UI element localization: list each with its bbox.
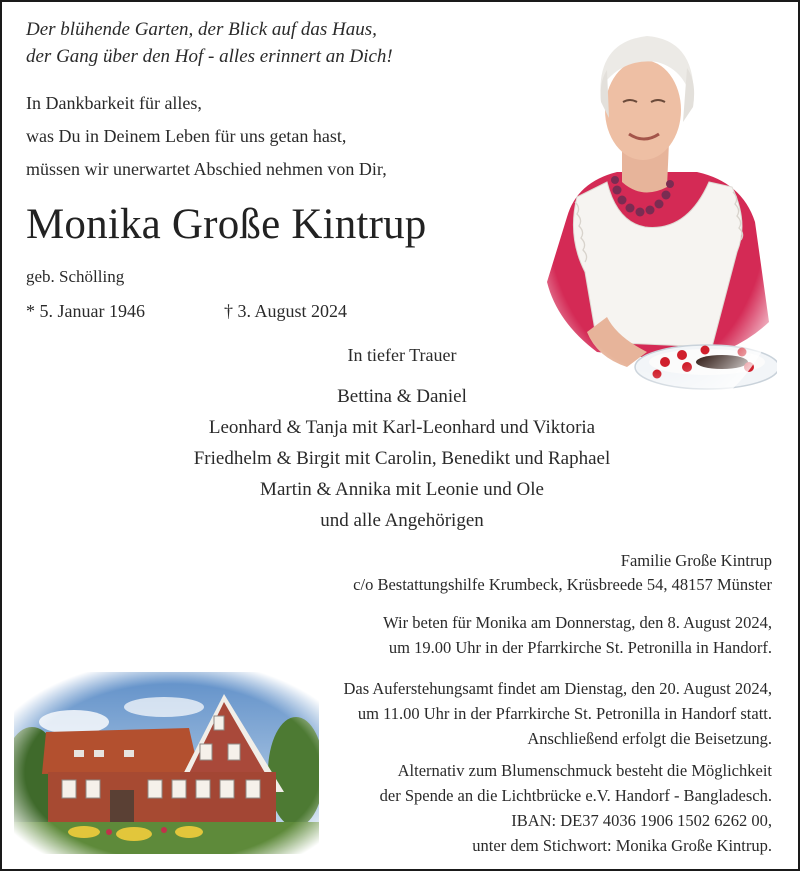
quote-line-2: der Gang über den Hof - alles erinnert an Dich! [26,46,393,67]
mourner-line: und alle Angehörigen [320,510,484,531]
prayer-line-1: Wir beten für Monika am Donnerstag, den 8. August 2024, [383,613,772,632]
birth-date: * 5. Januar 1946 [26,301,145,321]
service-line-2: um 11.00 Uhr in der Pfarrkirche St. Petronilla in Handorf statt. [357,704,772,723]
quote-line-1: Der blühende Garten, der Blick auf das Haus, [26,19,377,40]
death-date: † 3. August 2024 [224,301,348,321]
deceased-name: Monika Große Kintrup [26,201,427,248]
mourner-line: Friedhelm & Birgit mit Carolin, Benedikt und Raphael [193,448,611,469]
service-line-3: Anschließend erfolgt die Beisetzung. [527,729,772,748]
mourner-line: Bettina & Daniel [337,386,467,407]
donation-iban: IBAN: DE37 4036 1906 1502 6262 00, [511,811,772,830]
mourner-line: Martin & Annika mit Leonie und Ole [260,479,544,500]
mourners-heading: In tiefer Trauer [347,345,457,365]
donation-line-1: Alternativ zum Blumenschmuck besteht die Möglichkeit [397,761,772,780]
prayer-line-2: um 19.00 Uhr in der Pfarrkirche St. Petronilla in Handorf. [388,638,772,657]
intro-line-1: In Dankbarkeit für alles, [26,93,202,113]
intro-line-2: was Du in Deinem Leben für uns getan hast, [26,126,347,146]
house-photo [14,672,319,854]
donation-keyword: unter dem Stichwort: Monika Große Kintrup. [472,836,772,855]
donation-line-2: der Spende an die Lichtbrücke e.V. Handorf - Bangladesch. [379,786,772,805]
service-line-1: Das Auferstehungsamt findet am Dienstag, den 20. August 2024, [343,679,772,698]
contact-address: c/o Bestattungshilfe Krumbeck, Krüsbreede 54, 48157 Münster [353,575,772,594]
family-name: Familie Große Kintrup [620,551,772,570]
mourner-line: Leonhard & Tanja mit Karl-Leonhard und Viktoria [208,417,596,438]
intro-line-3: müssen wir unerwartet Abschied nehmen von Dir, [26,159,387,179]
birth-name: geb. Schölling [26,267,125,286]
